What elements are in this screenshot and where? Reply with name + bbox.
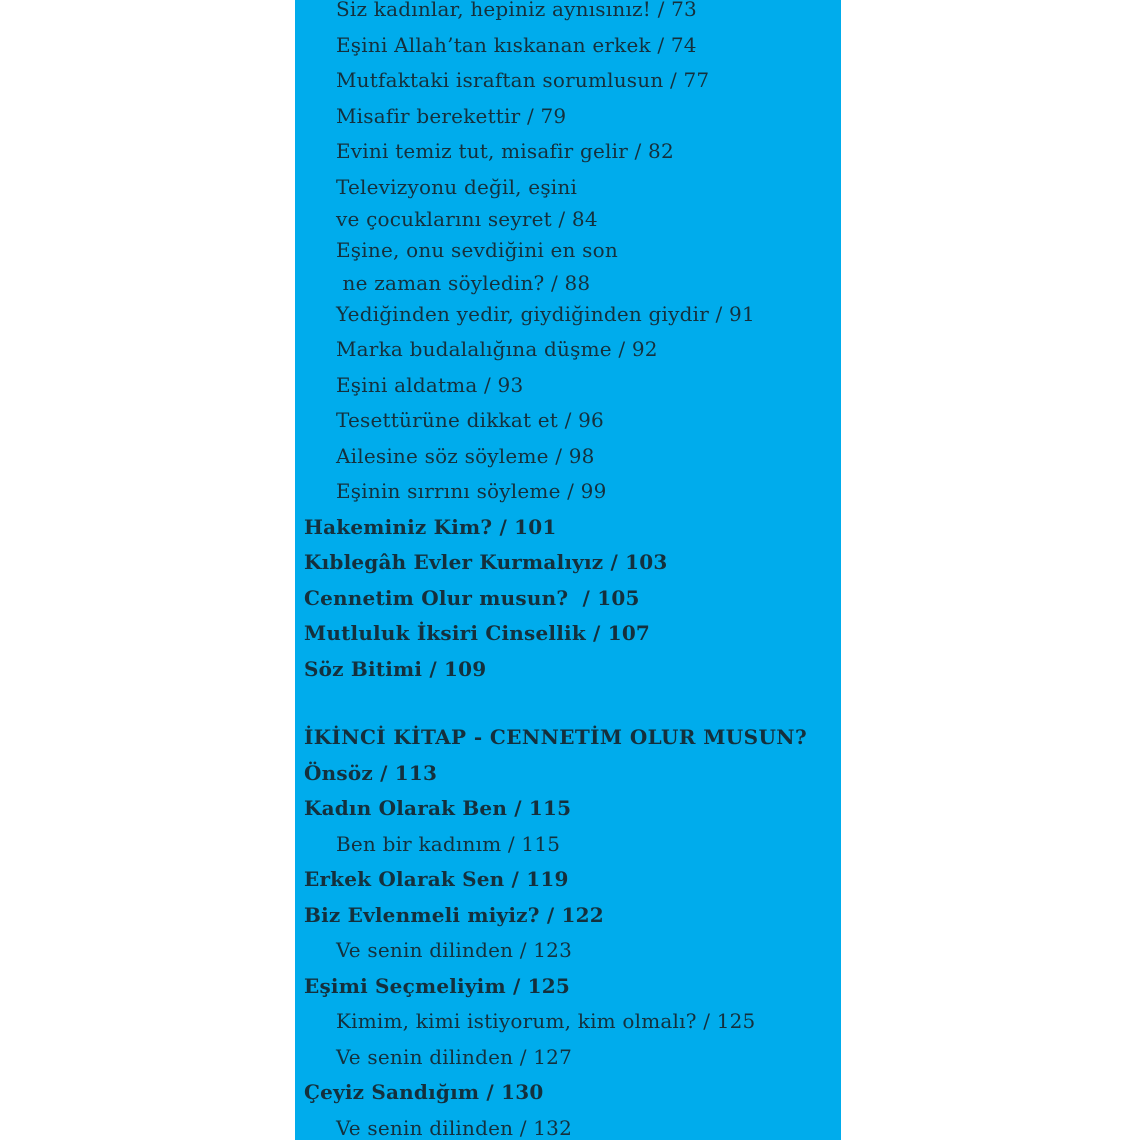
toc-entry-line: Yediğinden yedir, giydiğinden giydir / 91 (336, 301, 755, 326)
toc-entry (295, 862, 841, 898)
toc-entry-line: Mutfaktaki israftan sorumlusun / 77 (336, 68, 710, 92)
toc-entry-line: Televizyonu değil, eşini (336, 174, 578, 199)
toc-entry-line: Kimim, kimi istiyorum, kim olmalı? / 125 (336, 1009, 756, 1033)
toc-entry-line: Biz Evlenmeli miyiz? / 122 (304, 902, 604, 927)
toc-entry (295, 1004, 841, 1040)
toc-entry-line: Ve senin dilinden / 127 (336, 1044, 573, 1069)
toc-entry-line: Ve senin dilinden / 132 (336, 1115, 573, 1140)
toc-entry-line: Ve senin dilinden / 123 (336, 938, 573, 962)
toc-entry-line: Mutluluk İksiri Cinsellik / 107 (304, 621, 651, 645)
toc-entry (295, 297, 841, 333)
toc-entry-line-continued: ne zaman söyledin? / 88 (336, 270, 591, 295)
toc-entry (295, 827, 841, 863)
toc-entry (295, 510, 841, 546)
toc-entry-line: Eşini Allah’tan kıskanan erkek / 74 (336, 32, 697, 57)
toc-entry-line: Kadın Olarak Ben / 115 (304, 796, 572, 820)
toc-panel (295, 0, 841, 1140)
toc-entry-line: Ailesine söz söyleme / 98 (336, 443, 595, 468)
toc-entry-line: Eşimi Seçmeliyim / 125 (304, 973, 571, 998)
toc-entry-line: Çeyiz Sandığım / 130 (304, 1080, 544, 1104)
toc-entry-line: Cennetim Olur musun? / 105 (304, 585, 640, 610)
toc-entry (295, 28, 841, 64)
toc-entry-line: Erkek Olarak Sen / 119 (304, 867, 569, 891)
toc-entry (295, 756, 841, 792)
toc-entry (295, 0, 841, 28)
toc-entry (295, 99, 841, 135)
toc-entry-line: İKİNCİ KİTAP - CENNETİM OLUR MUSUN? (304, 725, 808, 749)
toc-entry (295, 332, 841, 368)
toc-entry-line: Tesettürüne dikkat et / 96 (336, 408, 604, 432)
toc-entry-line: Önsöz / 113 (304, 760, 438, 785)
toc-entry (295, 63, 841, 99)
toc-entry (295, 403, 841, 439)
toc-entry-line: Misafir berekettir / 79 (336, 103, 567, 128)
toc-entry-line: Kıblegâh Evler Kurmalıyız / 103 (304, 550, 668, 574)
toc-entry (295, 545, 841, 581)
toc-entry-line: Marka budalalığına düşme / 92 (336, 337, 658, 361)
toc-entry (295, 233, 841, 297)
toc-entry (295, 652, 841, 688)
toc-entry (295, 368, 841, 404)
toc-entry (295, 616, 841, 652)
toc-entry-line: Siz kadınlar, hepiniz aynısınız! / 73 (336, 0, 697, 21)
toc-entry-line: Ben bir kadınım / 115 (336, 831, 561, 856)
toc-entry (295, 581, 841, 617)
toc-entry (295, 170, 841, 234)
toc-entry (295, 898, 841, 934)
toc-entry (295, 1075, 841, 1111)
toc-entry (295, 439, 841, 475)
toc-entry-line: Eşini aldatma / 93 (336, 372, 524, 397)
toc-part-heading (295, 720, 841, 756)
toc-entry (295, 134, 841, 170)
toc-entry-line: Hakeminiz Kim? / 101 (304, 514, 557, 539)
toc-entry (295, 933, 841, 969)
toc-entry (295, 969, 841, 1005)
toc-entry-line: Eşine, onu sevdiğini en son (336, 238, 618, 262)
toc-entry-line: Söz Bitimi / 109 (304, 656, 487, 681)
toc-list (295, 0, 841, 1140)
toc-entry (295, 1040, 841, 1076)
toc-entry (295, 474, 841, 510)
toc-entry-line: Evini temiz tut, misafir gelir / 82 (336, 139, 674, 163)
toc-entry (295, 791, 841, 827)
toc-entry (295, 1111, 841, 1140)
toc-entry-line-continued: ve çocuklarını seyret / 84 (336, 207, 598, 231)
toc-entry-line: Eşinin sırrını söyleme / 99 (336, 479, 607, 503)
